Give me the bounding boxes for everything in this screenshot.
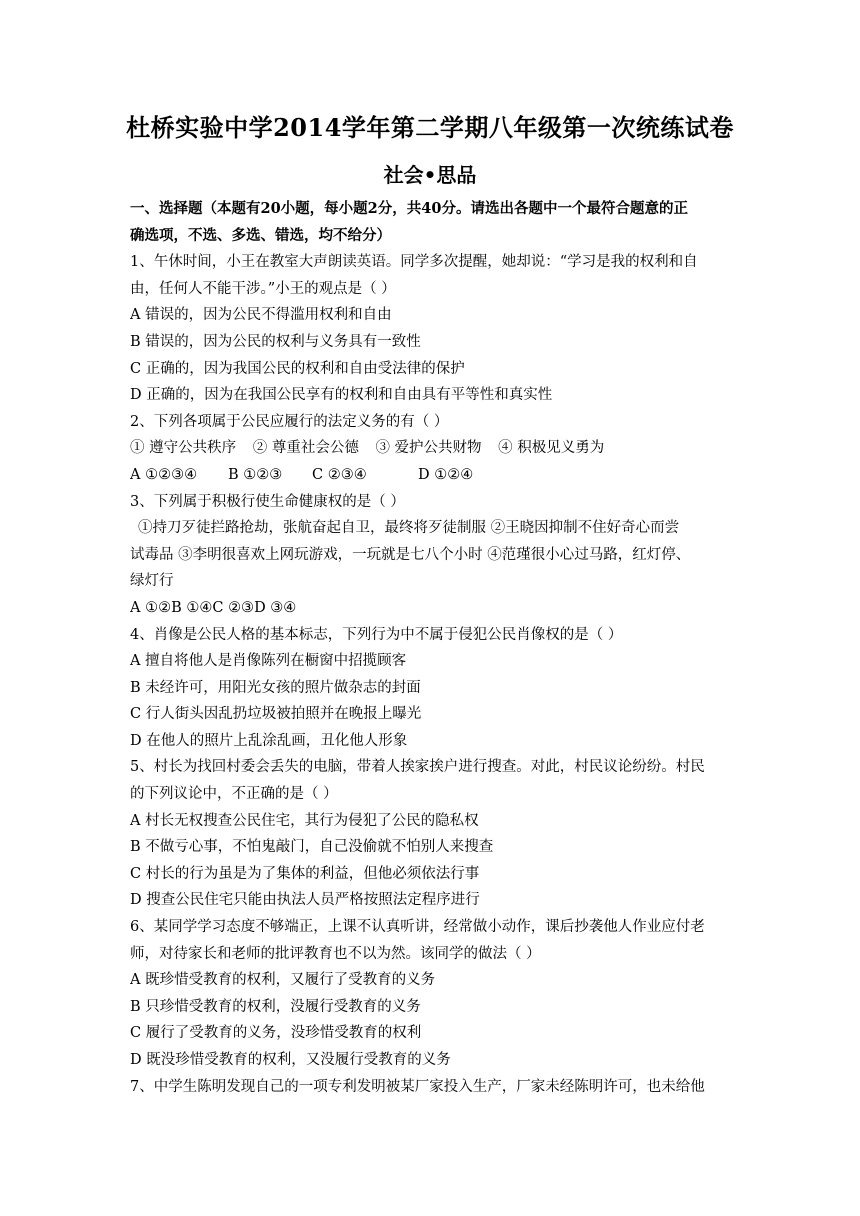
q5-option-d: D 搜查公民住宅只能由执法人员严格按照法定程序进行	[130, 892, 480, 909]
q3-line-4: 绿灯行	[130, 573, 174, 590]
q5-stem-line-2: 的下列议论中，不正确的是（ ）	[130, 786, 338, 803]
q2-item-4: ④ 积极见义勇为	[498, 440, 605, 457]
q3-stem: 3、下列属于积极行使生命健康权的是（ ）	[130, 493, 405, 510]
exam-subtitle: 社会•思品	[383, 163, 477, 187]
q2-option-c: C ②③④	[312, 466, 367, 483]
q4-stem: 4、肖像是公民人格的基本标志，下列行为中不属于侵犯公民肖像权的是（ ）	[130, 626, 623, 643]
q4-option-b: B 未经许可，用阳光女孩的照片做杂志的封面	[130, 679, 421, 696]
q5-stem-line-1: 5、村长为找回村委会丢失的电脑，带着人挨家挨户进行搜查。对此，村民议论纷纷。村民	[130, 759, 705, 776]
q2-item-1: ① 遵守公共秩序	[130, 440, 237, 457]
q3-line-3: 试毒品 ③李明很喜欢上网玩游戏，一玩就是七八个小时 ④范瑾很小心过马路，红灯停、	[130, 546, 691, 563]
q3-option-a: A ①②	[130, 599, 172, 616]
q2-item-3: ③ 爱护公共财物	[375, 440, 482, 457]
q2-options	[130, 462, 734, 489]
q6-stem-line-1: 6、某同学学习态度不够端正，上课不认真听讲，经常做小动作，课后抄袭他人作业应付老	[130, 919, 705, 936]
q6-option-a: A 既珍惜受教育的权利，又履行了受教育的义务	[130, 972, 436, 989]
q2-option-b: B ①②③	[228, 466, 283, 483]
q3-options	[130, 595, 734, 622]
q3-option-c: C ②③	[212, 599, 255, 616]
section-heading-line-1: 一、选择题（本题有20小题，每小题2分，共40分。请选出各题中一个最符合题意的正	[130, 200, 688, 217]
q2-items	[130, 435, 734, 462]
q4-option-a: A 擅自将他人是肖像陈列在橱窗中招揽顾客	[130, 653, 407, 670]
q3-option-d: D ③④	[254, 599, 297, 616]
q1-stem-line-1: 1、午休时间，小王在教室大声朗读英语。同学多次提醒，她却说：“学习是我的权利和自	[130, 254, 698, 271]
q2-option-a: A ①②③④	[130, 466, 198, 483]
q5-option-b: B 不做亏心事，不怕鬼敲门，自己没偷就不怕别人来搜查	[130, 839, 494, 856]
q6-option-d: D 既没珍惜受教育的权利，又没履行受教育的义务	[130, 1052, 451, 1068]
q1-option-a: A 错误的，因为公民不得滥用权利和自由	[130, 307, 392, 324]
q6-option-b: B 只珍惜受教育的权利，没履行受教育的义务	[130, 998, 421, 1015]
q1-option-b: B 错误的，因为公民的权利与义务具有一致性	[130, 333, 421, 350]
q1-stem-line-2: 由，任何人不能干涉。”小王的观点是（ ）	[130, 280, 396, 297]
q3-option-b: B ①④	[171, 599, 213, 616]
q5-option-a: A 村长无权搜查公民住宅，其行为侵犯了公民的隐私权	[130, 812, 479, 829]
q6-option-c: C 履行了受教育的义务，没珍惜受教育的权利	[130, 1025, 422, 1042]
section-heading-line-2: 确选项，不选、多选、错选，均不给分）	[130, 226, 391, 244]
q1-option-c: C 正确的，因为我国公民的权利和自由受法律的保护	[130, 360, 465, 377]
q3-line-2: ①持刀歹徒拦路抢劫，张航奋起自卫，最终将歹徒制服 ②王晓因抑制不住好奇心而尝	[138, 520, 680, 537]
q1-option-d: D 正确的，因为在我国公民享有的权利和自由具有平等性和真实性	[130, 387, 553, 404]
q2-option-d: D ①②④	[418, 466, 474, 483]
q2-item-2: ② 尊重社会公德	[252, 440, 359, 457]
q5-option-c: C 村长的行为虽是为了集体的利益，但他必须依法行事	[130, 865, 480, 882]
q4-option-d: D 在他人的照片上乱涂乱画，丑化他人形象	[130, 732, 408, 749]
question-body	[130, 196, 734, 1100]
q6-stem-line-2: 师，对待家长和老师的批评教育也不以为然。该同学的做法（ ）	[130, 945, 541, 962]
exam-title: 杜桥实验中学2014学年第二学期八年级第一次统练试卷	[126, 113, 734, 142]
q4-option-c: C 行人街头因乱扔垃圾被拍照并在晚报上曝光	[130, 706, 422, 723]
q7-stem-line-1: 7、中学生陈明发现自己的一项专利发明被某厂家投入生产，厂家未经陈明许可，也未给他	[130, 1078, 705, 1095]
q2-stem: 2、下列各项属于公民应履行的法定义务的有（ ）	[130, 413, 449, 430]
